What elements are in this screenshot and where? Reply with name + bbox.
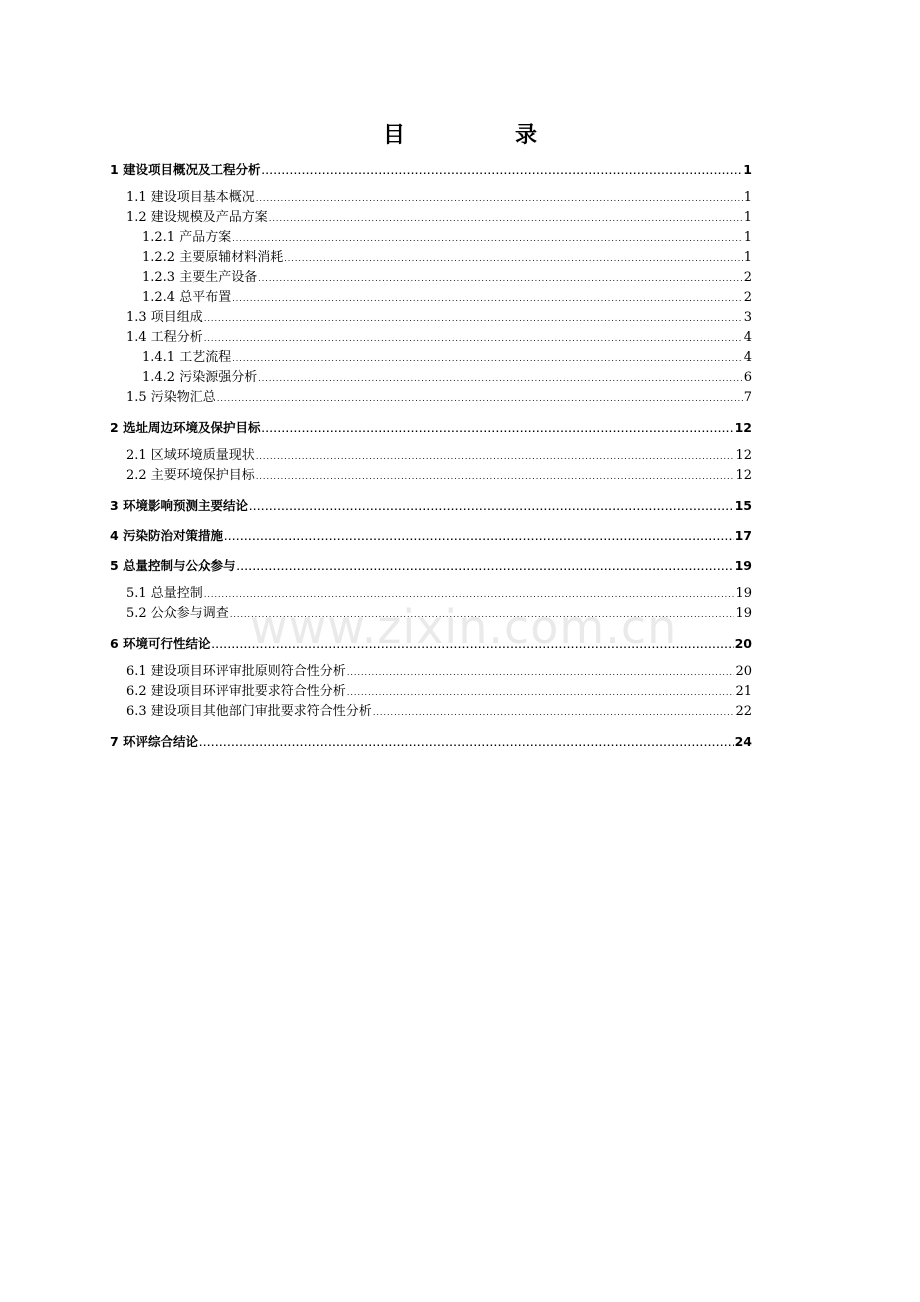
toc-entry-label: 1.4.1 工艺流程: [142, 350, 232, 365]
toc-entry-label: 2.1 区域环境质量现状: [126, 448, 255, 463]
dot-leader: [212, 636, 734, 656]
dot-leader: [284, 249, 743, 269]
toc-entry-page: 4: [743, 350, 752, 365]
toc-entry-4[interactable]: [110, 526, 752, 546]
toc-entry-label: 5 总量控制与公众参与: [110, 558, 236, 573]
dot-leader: [269, 209, 743, 229]
toc-entry-page: 20: [734, 636, 752, 651]
toc-entry-page: 1: [743, 230, 752, 245]
toc-entry-page: 1: [743, 210, 752, 225]
toc-entry-label: 3 环境影响预测主要结论: [110, 498, 249, 513]
dot-leader: [347, 663, 735, 683]
dot-leader: [347, 683, 735, 703]
toc-entry-1-3[interactable]: [110, 308, 752, 328]
toc-entry-page: 22: [735, 704, 752, 719]
toc-entry-label: 1.2.4 总平布置: [142, 290, 232, 305]
dot-leader: [199, 734, 734, 754]
table-of-contents: [110, 160, 752, 760]
toc-entry-page: 4: [743, 330, 752, 345]
toc-entry-page: 12: [735, 468, 752, 483]
toc-entry-1-2-4[interactable]: [110, 288, 752, 308]
dot-leader: [204, 309, 743, 329]
toc-entry-page: 12: [734, 420, 752, 435]
toc-entry-label: 7 环评综合结论: [110, 734, 199, 749]
toc-entry-label: 1.2.1 产品方案: [142, 230, 232, 245]
toc-entry-1-4[interactable]: [110, 328, 752, 348]
toc-entry-label: 1.4.2 污染源强分析: [142, 370, 258, 385]
toc-entry-label: 5.1 总量控制: [126, 586, 203, 601]
dot-leader: [373, 703, 735, 723]
toc-entry-label: 1.2.2 主要原辅材料消耗: [142, 250, 284, 265]
toc-entry-page: 24: [734, 734, 752, 749]
dot-leader: [230, 605, 735, 625]
toc-entry-label: 1.1 建设项目基本概况: [126, 190, 255, 205]
dot-leader: [258, 269, 743, 289]
watermark: www.zixin.com.cn: [250, 600, 678, 654]
toc-entry-3[interactable]: [110, 496, 752, 516]
toc-entry-page: 6: [743, 370, 752, 385]
toc-entry-label: 2.2 主要环境保护目标: [126, 468, 255, 483]
toc-entry-page: 19: [734, 558, 752, 573]
dot-leader: [217, 389, 743, 409]
toc-entry-label: 1.2.3 主要生产设备: [142, 270, 258, 285]
toc-entry-label: 1.4 工程分析: [126, 330, 203, 345]
dot-leader: [256, 447, 735, 467]
toc-entry-label: 6.2 建设项目环评审批要求符合性分析: [126, 684, 346, 699]
dot-leader: [256, 467, 735, 487]
toc-entry-page: 20: [735, 664, 752, 679]
toc-entry-page: 1: [743, 250, 752, 265]
toc-entry-2[interactable]: [110, 418, 752, 438]
dot-leader: [232, 289, 743, 309]
toc-entry-label: 6.1 建设项目环评审批原则符合性分析: [126, 664, 346, 679]
toc-entry-1-2-2[interactable]: [110, 248, 752, 268]
page-title: 目 录: [382, 122, 581, 148]
toc-entry-1-4-2[interactable]: [110, 368, 752, 388]
toc-entry-page: 19: [735, 606, 752, 621]
toc-entry-6-3[interactable]: [110, 702, 752, 722]
dot-leader: [232, 349, 743, 369]
toc-entry-2-1[interactable]: [110, 446, 752, 466]
toc-entry-page: 19: [735, 586, 752, 601]
dot-leader: [249, 498, 734, 518]
dot-leader: [262, 420, 734, 440]
toc-entry-label: 6 环境可行性结论: [110, 636, 211, 651]
dot-leader: [262, 162, 743, 182]
toc-entry-page: 7: [743, 390, 752, 405]
toc-entry-1-2-1[interactable]: [110, 228, 752, 248]
toc-entry-label: 1.3 项目组成: [126, 310, 203, 325]
dot-leader: [256, 189, 743, 209]
toc-entry-1-4-1[interactable]: [110, 348, 752, 368]
dot-leader: [204, 585, 735, 605]
toc-entry-5-2[interactable]: [110, 604, 752, 624]
toc-entry-page: 15: [734, 498, 752, 513]
toc-entry-6-2[interactable]: [110, 682, 752, 702]
toc-entry-6-1[interactable]: [110, 662, 752, 682]
toc-entry-page: 1: [743, 190, 752, 205]
toc-entry-1-2[interactable]: [110, 208, 752, 228]
toc-entry-label: 1.2 建设规模及产品方案: [126, 210, 268, 225]
toc-entry-page: 2: [743, 270, 752, 285]
toc-entry-label: 6.3 建设项目其他部门审批要求符合性分析: [126, 704, 372, 719]
toc-entry-6[interactable]: [110, 634, 752, 654]
toc-entry-2-2[interactable]: [110, 466, 752, 486]
dot-leader: [237, 558, 734, 578]
toc-entry-1[interactable]: [110, 160, 752, 180]
toc-entry-5[interactable]: [110, 556, 752, 576]
toc-entry-page: 3: [743, 310, 752, 325]
toc-entry-label: 5.2 公众参与调查: [126, 606, 229, 621]
toc-entry-label: 2 选址周边环境及保护目标: [110, 420, 261, 435]
toc-entry-1-1[interactable]: [110, 188, 752, 208]
dot-leader: [232, 229, 743, 249]
toc-entry-label: 4 污染防治对策措施: [110, 528, 224, 543]
toc-entry-1-2-3[interactable]: [110, 268, 752, 288]
toc-entry-7[interactable]: [110, 732, 752, 752]
dot-leader: [204, 329, 743, 349]
toc-entry-page: 1: [743, 162, 752, 177]
toc-entry-label: 1 建设项目概况及工程分析: [110, 162, 261, 177]
toc-entry-page: 2: [743, 290, 752, 305]
dot-leader: [258, 369, 743, 389]
dot-leader: [224, 528, 734, 548]
toc-entry-5-1[interactable]: [110, 584, 752, 604]
toc-entry-page: 17: [734, 528, 752, 543]
toc-entry-page: 21: [735, 684, 752, 699]
toc-entry-label: 1.5 污染物汇总: [126, 390, 216, 405]
toc-entry-page: 12: [735, 448, 752, 463]
toc-entry-1-5[interactable]: [110, 388, 752, 408]
